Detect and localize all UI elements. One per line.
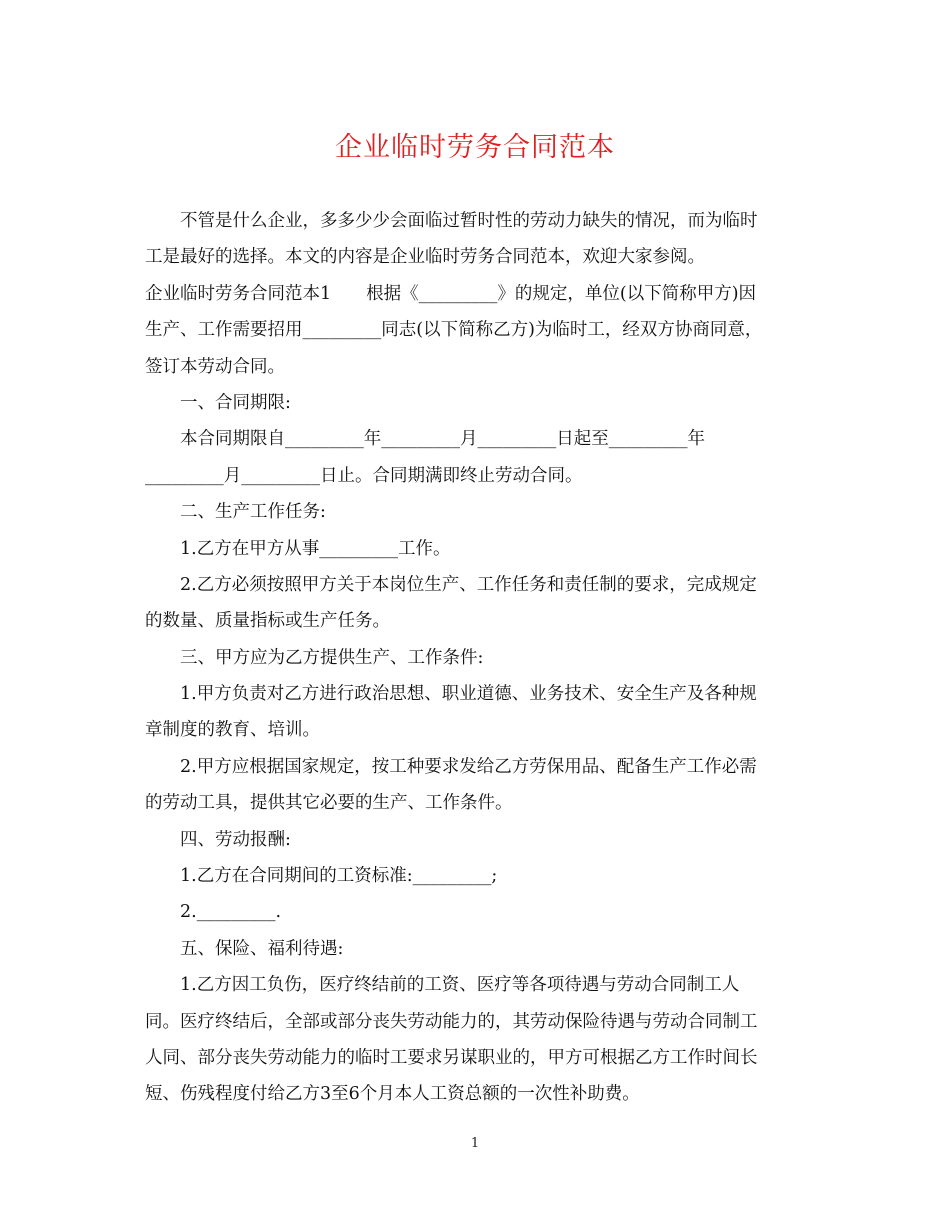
body-line: 不管是什么企业，多多少少会面临过暂时性的劳动力缺失的情况，而为临时 (180, 211, 758, 231)
body-line: 2._________. (180, 902, 282, 923)
body-line: 生产、工作需要招用_________同志(以下简称乙方)为临时工，经双方协商同意， (145, 320, 763, 341)
body-line: 章制度的教育、培训。 (145, 720, 320, 741)
body-line: 二、生产工作任务: (180, 502, 326, 523)
body-line: 2.甲方应根据国家规定，按工种要求发给乙方劳保用品、配备生产工作必需 (180, 756, 757, 777)
body-line: 人同、部分丧失劳动能力的临时工要求另谋职业的，甲方可根据乙方工作时间长 (145, 1047, 758, 1068)
body-line: 五、保险、福利待遇: (180, 938, 344, 959)
body-line: 同。医疗终结后，全部或部分丧失劳动能力的，其劳动保险待遇与劳动合同制工 (145, 1011, 758, 1032)
body-line: 的数量、质量指标或生产任务。 (145, 611, 390, 632)
body-line: _________月_________日止。合同期满即终止劳动合同。 (145, 465, 583, 486)
document-body (145, 203, 805, 1113)
document-title: 企业临时劳务合同范本 (335, 132, 615, 163)
body-line: 工是最好的选择。本文的内容是企业临时劳务合同范本，欢迎大家参阅。 (145, 247, 705, 268)
body-line: 1.甲方负责对乙方进行政治思想、职业道德、业务技术、安全生产及各种规 (180, 684, 757, 705)
body-line: 企业临时劳务合同范本1 根据《_________》的规定，单位(以下简称甲方)因 (145, 283, 757, 304)
body-line: 1.乙方在合同期间的工资标准:_________; (180, 866, 498, 887)
body-line: 一、合同期限: (180, 392, 291, 413)
body-line: 签订本劳动合同。 (145, 356, 285, 377)
body-line: 1.乙方在甲方从事_________工作。 (180, 538, 451, 559)
body-line: 2.乙方必须按照甲方关于本岗位生产、工作任务和责任制的要求，完成规定 (180, 574, 757, 595)
body-line: 本合同期限自_________年_________月_________日起至_________年 (180, 429, 705, 450)
body-line: 四、劳动报酬: (180, 829, 291, 850)
body-line: 三、甲方应为乙方提供生产、工作条件: (180, 647, 484, 668)
body-line: 1.乙方因工负伤，医疗终结前的工资、医疗等各项待遇与劳动合同制工人 (180, 975, 740, 996)
body-line: 的劳动工具，提供其它必要的生产、工作条件。 (145, 793, 513, 814)
page-number: 1 (470, 1136, 480, 1151)
body-line: 短、伤残程度付给乙方3至6个月本人工资总额的一次性补助费。 (145, 1084, 640, 1105)
